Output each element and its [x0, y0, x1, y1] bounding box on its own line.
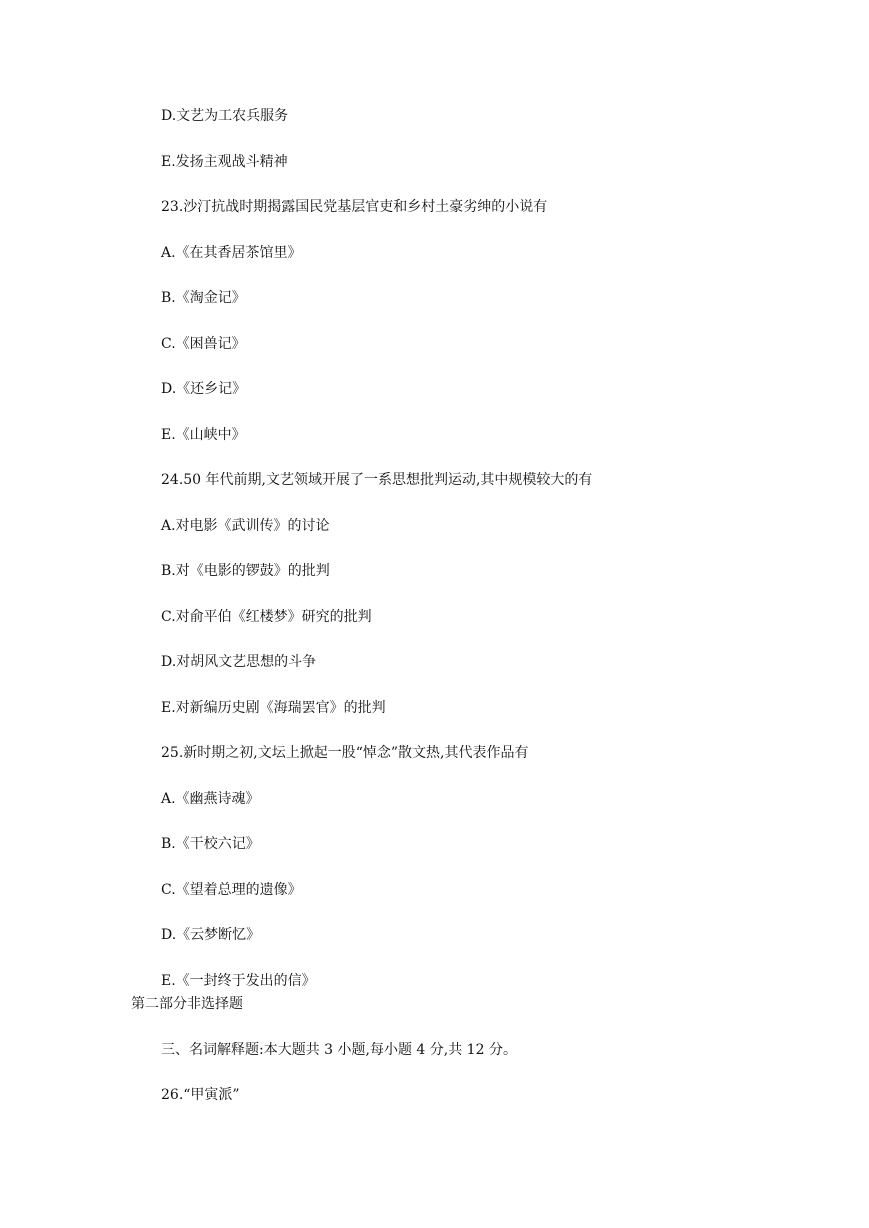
option-24-b: B.对《电影的锣鼓》的批判 [161, 563, 330, 579]
question-26: 26.“甲寅派” [161, 1087, 240, 1103]
option-23-d: D.《还乡记》 [161, 381, 247, 397]
question-24: 24.50 年代前期,文艺领域开展了一系思想批判运动,其中规模较大的有 [161, 472, 593, 488]
question-23: 23.沙汀抗战时期揭露国民党基层官吏和乡村土豪劣绅的小说有 [161, 199, 548, 215]
option-22-e: E.发扬主观战斗精神 [161, 154, 288, 170]
option-23-e: E.《山峡中》 [161, 427, 246, 443]
option-23-c: C.《困兽记》 [161, 336, 246, 352]
option-23-b: B.《淘金记》 [161, 290, 246, 306]
option-24-e: E.对新编历史剧《海瑞罢官》的批判 [161, 700, 386, 716]
section-heading: 第二部分非选择题 [131, 996, 243, 1012]
question-25: 25.新时期之初,文坛上掀起一股“悼念”散文热,其代表作品有 [161, 745, 529, 761]
option-25-c: C.《望着总理的遗像》 [161, 882, 302, 898]
option-22-d: D.文艺为工农兵服务 [161, 108, 289, 124]
option-25-d: D.《云梦断忆》 [161, 927, 261, 943]
section-instructions: 三、名词解释题:本大题共 3 小题,每小题 4 分,共 12 分。 [161, 1042, 517, 1058]
option-23-a: A.《在其香居茶馆里》 [161, 245, 302, 261]
option-25-a: A.《幽燕诗魂》 [161, 791, 260, 807]
option-24-a: A.对电影《武训传》的讨论 [161, 518, 330, 534]
option-24-d: D.对胡风文艺思想的斗争 [161, 654, 317, 670]
option-25-e: E.《一封终于发出的信》 [161, 973, 316, 989]
option-24-c: C.对俞平伯《红楼梦》研究的批判 [161, 609, 372, 625]
option-25-b: B.《干校六记》 [161, 836, 260, 852]
